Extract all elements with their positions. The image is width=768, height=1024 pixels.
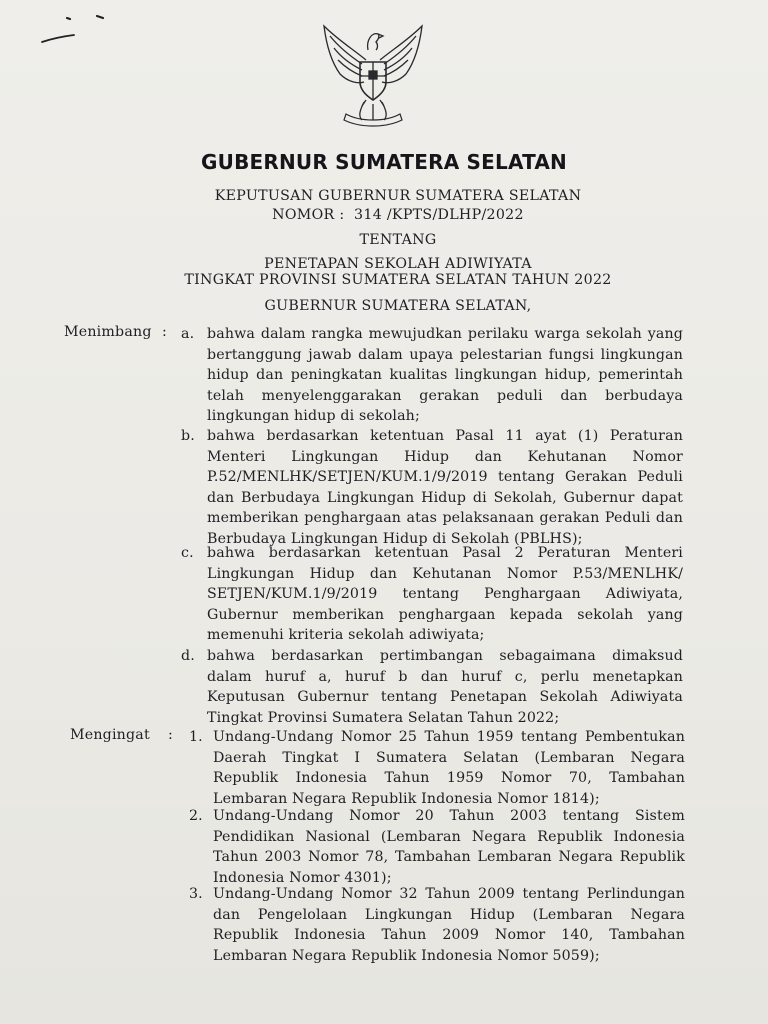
item-text: bahwa berdasarkan ketentuan Pasal 11 ayat (1) Peraturan Menteri Lingkungan Hidup dan Kehutanan Nomor P.52/MENLHK/SETJEN/KUM.1/9/2019 tentang Gerakan Peduli dan Berbudaya Lingkungan Hidup di Sekolah, Gubernur dapat memberikan penghargaan atas pelaksanaan gerakan Peduli dan Berbudaya Lingkungan Hidup di Sekolah (PBLHS); [207,428,683,547]
item-marker: c. [181,545,194,561]
menimbang-item-a [181,324,685,428]
item-text: bahwa berdasarkan ketentuan Pasal 2 Peraturan Menteri Lingkungan Hidup dan Kehutanan Nomor P.53/MENLHK/ SETJEN/KUM.1/9/2019 tentang Penghargaan Adiwiyata, Gubernur memberikan penghargaan kepada sekolah yang memenuhi kriteria sekolah adiwiyata; [207,545,683,643]
item-marker: 2. [189,808,203,824]
menimbang-colon: : [162,324,167,340]
mengingat-item-3 [189,884,687,968]
item-marker: a. [181,326,195,342]
item-text: Undang-Undang Nomor 20 Tahun 2003 tentang Sistem Pendidikan Nasional (Lembaran Negara Republik Indonesia Tahun 2003 Nomor 78, Tambahan Lembaran Negara Republik Indonesia Nomor 4301); [213,808,685,886]
garuda-emblem-icon [316,20,430,130]
subject-line-1: PENETAPAN SEKOLAH ADIWIYATA [264,256,532,272]
decree-number: NOMOR : 314 /KPTS/DLHP/2022 [272,207,524,223]
issuer-heading: GUBERNUR SUMATERA SELATAN [201,150,567,174]
item-marker: 3. [189,886,203,902]
menimbang-label: Menimbang [64,324,152,340]
decree-title: KEPUTUSAN GUBERNUR SUMATERA SELATAN [214,188,582,204]
menimbang-item-d [181,646,685,730]
mengingat-item-1 [189,727,687,811]
item-text: bahwa berdasarkan pertimbangan sebagaimana dimaksud dalam huruf a, huruf b dan huruf c, perlu menetapkan Keputusan Gubernur tentang Penetapan Sekolah Adiwiyata Tingkat Provinsi Sumatera Selatan Tahun 2022; [207,648,683,726]
item-marker: d. [181,648,195,664]
mengingat-colon: : [168,727,173,743]
mengingat-item-2 [189,806,687,890]
pen-mark-icon [40,10,130,50]
item-marker: b. [181,428,195,444]
about-label: TENTANG [359,232,437,248]
item-marker: 1. [189,729,203,745]
menimbang-item-c [181,543,685,647]
item-text: bahwa dalam rangka mewujudkan perilaku warga sekolah yang bertanggung jawab dalam upaya pelestarian fungsi lingkungan hidup dan peningkatan kualitas lingkungan hidup, pemerintah telah menyelenggarakan gerakan peduli dan berbudaya lingkungan hidup di sekolah; [207,326,683,424]
item-text: Undang-Undang Nomor 32 Tahun 2009 tentang Perlindungan dan Pengelolaan Lingkungan Hidup (Lembaran Negara Republik Indonesia Tahun 2009 Nomor 140, Tambahan Lembaran Negara Republik Indonesia Nomor 5059); [213,886,685,964]
mengingat-label: Mengingat [70,727,150,743]
item-text: Undang-Undang Nomor 25 Tahun 1959 tentang Pembentukan Daerah Tingkat I Sumatera Selatan (Lembaran Negara Republik Indonesia Tahun 1959 Nomor 70, Tambahan Lembaran Negara Republik Indonesia Nomor 1814); [213,729,685,807]
subject-line-2: TINGKAT PROVINSI SUMATERA SELATAN TAHUN 2022 [184,272,612,288]
menimbang-item-b [181,426,685,550]
enacting-authority: GUBERNUR SUMATERA SELATAN, [264,298,532,314]
